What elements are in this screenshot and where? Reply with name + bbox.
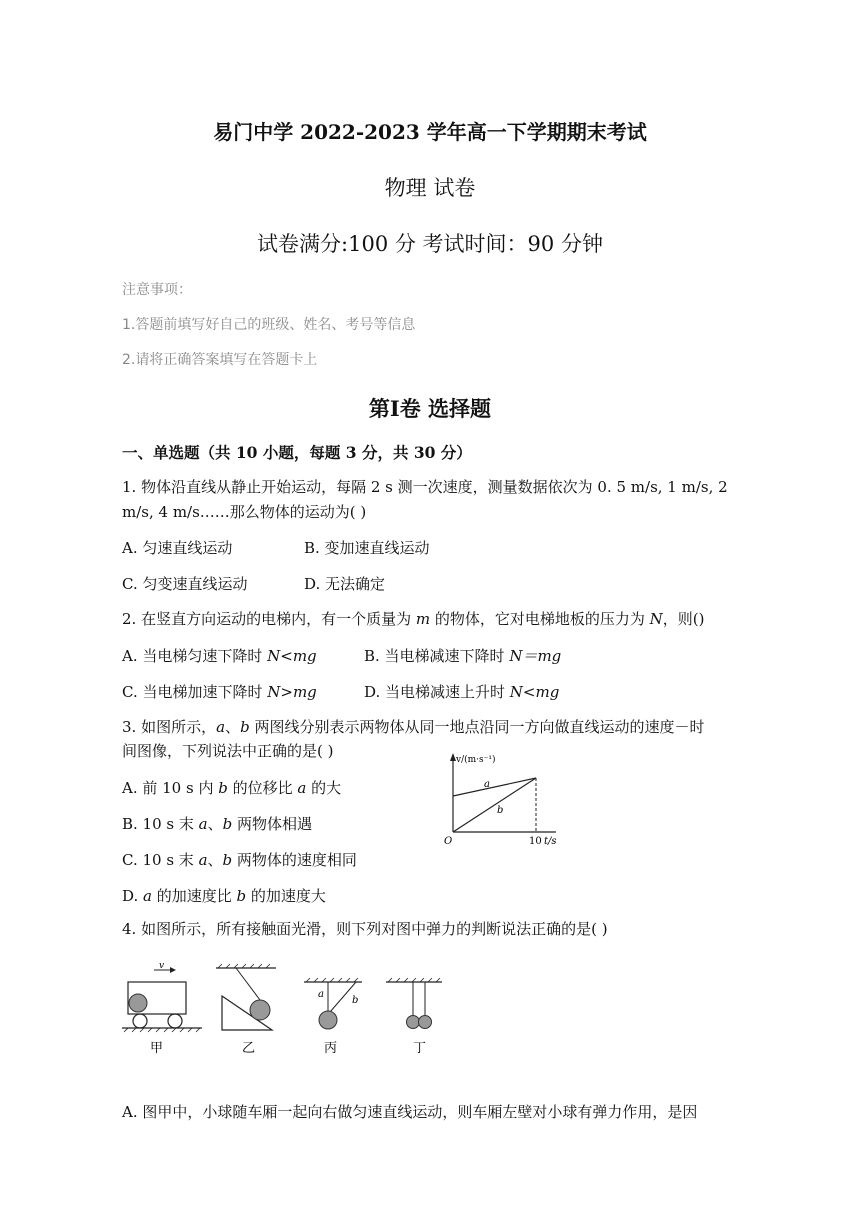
label-bing: 丙 — [324, 1041, 338, 1056]
q3-line-1: 3. 如图所示，a、b 两图线分别表示两物体从同一地点沿同一方向做直线运动的速度－时 — [122, 718, 705, 736]
q3-option-b: B. 10 s 末 a、b 两物体相遇 — [122, 815, 313, 833]
q4-stem: 4. 如图所示，所有接触面光滑，则下列对图中弹力的判断说法正确的是( ) — [122, 920, 608, 938]
label-jia: 甲 — [150, 1041, 164, 1056]
line-a — [453, 778, 536, 796]
y-axis-label: v/(m·s⁻¹) — [456, 755, 496, 765]
section-title: 第Ⅰ卷 选择题 — [368, 396, 492, 421]
q1-line-1: 1. 物体沿直线从静止开始运动，每隔 2 s 测一次速度，测量数据依次为 0. 5 m/s, 1 m/s, 2 — [122, 478, 728, 496]
velocity-label: v — [159, 961, 165, 971]
q1-line-2: m/s, 4 m/s……那么物体的运动为( ) — [122, 503, 367, 521]
figure-jia — [122, 961, 202, 1056]
exam-subject: 物理 试卷 — [384, 176, 476, 200]
x-axis-label: t/s — [544, 836, 557, 847]
q1-option-b: B. 变加速直线运动 — [304, 539, 430, 557]
q3-option-c: C. 10 s 末 a、b 两物体的速度相同 — [122, 851, 357, 869]
x-tick-10: 10 — [529, 836, 542, 847]
note-item-2: 2.请将正确答案填写在答题卡上 — [122, 352, 318, 368]
q2-option-d: D. 当电梯减速上升时 N<mg — [364, 683, 560, 701]
ball-right-ding — [419, 1016, 432, 1029]
incline-ball — [250, 1000, 270, 1020]
exam-title: 易门中学 2022-2023 学年高一下学期期末考试 — [213, 120, 647, 144]
label-ding: 丁 — [413, 1041, 427, 1056]
q4-option-a: A. 图甲中，小球随车厢一起向右做匀速直线运动，则车厢左壁对小球有弹力作用，是因 — [122, 1103, 698, 1121]
figure-yi — [216, 964, 276, 1056]
q4-figures — [118, 960, 448, 1060]
notes-heading: 注意事项： — [122, 282, 192, 298]
q2-option-a: A. 当电梯匀速下降时 N<mg — [122, 647, 317, 665]
q1-option-c: C. 匀变速直线运动 — [122, 575, 248, 593]
origin-label: O — [444, 836, 453, 847]
cart-wheel-right — [168, 1014, 182, 1028]
q2-stem: 2. 在竖直方向运动的电梯内，有一个质量为 m 的物体，它对电梯地板的压力为 N，则() — [122, 610, 705, 628]
hanging-ball — [319, 1011, 337, 1029]
q3-option-d: D. a 的加速度比 b 的加速度大 — [122, 887, 326, 905]
q1-option-a: A. 匀速直线运动 — [122, 539, 233, 557]
q3-vt-graph — [438, 750, 568, 850]
line-a-label: a — [484, 779, 490, 790]
note-item-1: 1.答题前填写好自己的班级、姓名、考号等信息 — [122, 317, 416, 333]
q2-option-b: B. 当电梯减速下降时 N＝mg — [364, 647, 562, 665]
cart-ball — [129, 994, 147, 1012]
label-yi: 乙 — [242, 1041, 256, 1056]
q3-option-a: A. 前 10 s 内 b 的位移比 a 的大 — [122, 779, 342, 797]
ball-left-ding — [407, 1016, 420, 1029]
line-b-label: b — [497, 805, 504, 816]
figure-ding — [386, 978, 442, 1056]
part-heading: 一、单选题（共 10 小题，每题 3 分，共 30 分） — [122, 443, 472, 462]
line-b — [453, 778, 536, 832]
cart-wheel-left — [133, 1014, 147, 1028]
q1-option-d: D. 无法确定 — [304, 575, 386, 593]
q2-option-c: C. 当电梯加速下降时 N>mg — [122, 683, 317, 701]
velocity-arrowhead — [170, 967, 176, 973]
rope-b-label: b — [352, 995, 359, 1006]
rope-a-label: a — [318, 989, 324, 1000]
figure-bing — [304, 978, 362, 1056]
q3-line-2: 间图像，下列说法中正确的是( ) — [122, 742, 334, 760]
exam-info: 试卷满分:100 分 考试时间：90 分钟 — [257, 232, 603, 256]
rope-yi — [236, 968, 260, 1000]
